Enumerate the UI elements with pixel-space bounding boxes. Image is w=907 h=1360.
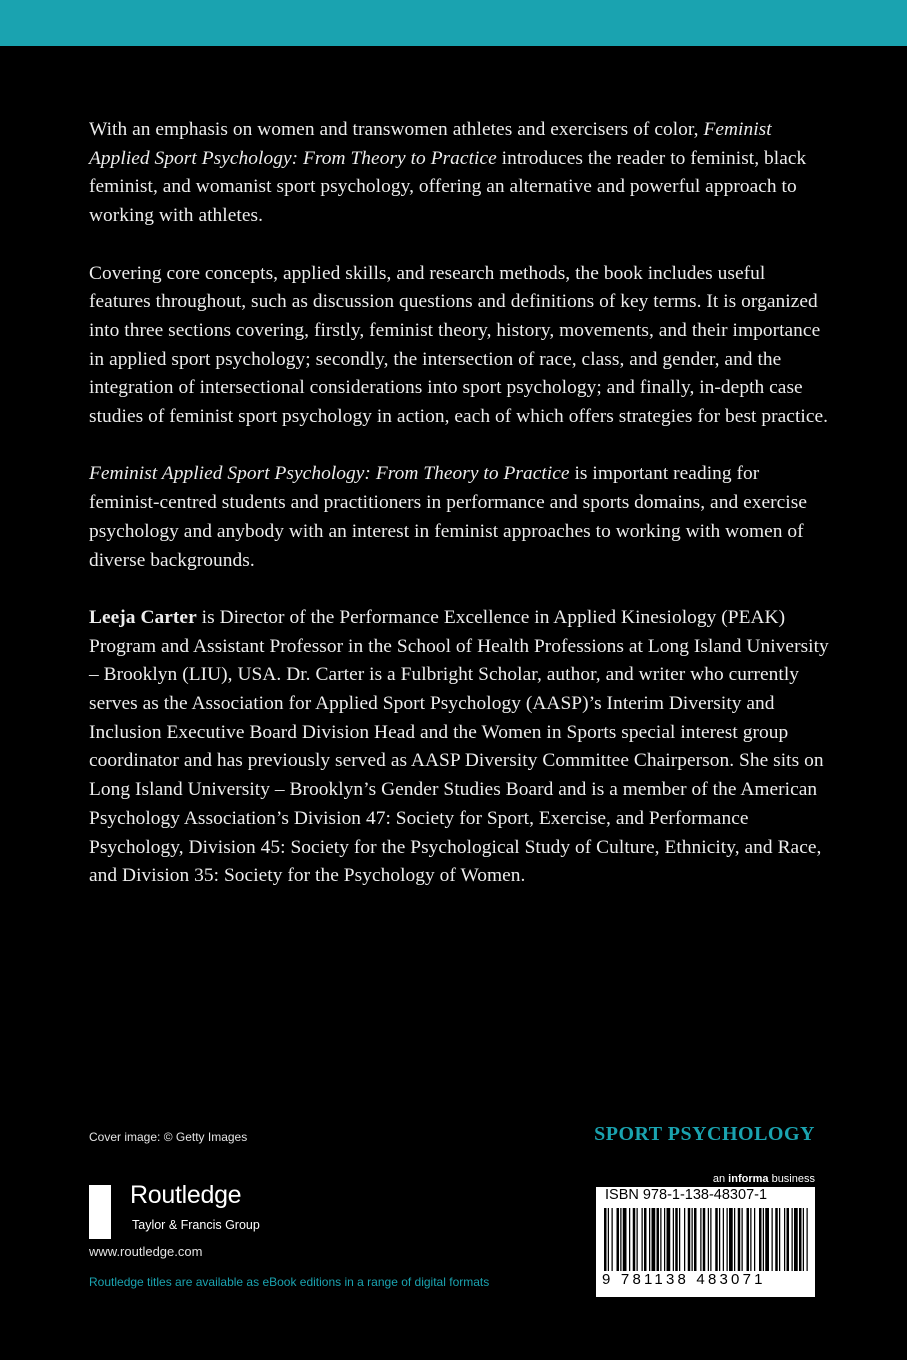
barcode-bar [642, 1208, 643, 1280]
barcode-bar [608, 1208, 609, 1280]
blurb-p1-lead: With an emphasis on women and transwomen athletes and exercisers of color, [89, 119, 699, 140]
author-bio-paragraph [89, 604, 829, 891]
subject-category: SPORT PSYCHOLOGY [594, 1123, 815, 1145]
barcode-bar [675, 1208, 678, 1280]
barcode-bar [747, 1208, 750, 1280]
barcode-bar [799, 1208, 802, 1280]
barcode-bar [679, 1208, 680, 1280]
author-name: Leeja Carter [89, 606, 197, 628]
ebook-note: Routledge titles are available as eBook editions in a range of digital formats [89, 1275, 490, 1289]
isbn-barcode [596, 1187, 815, 1297]
routledge-logo-icon [89, 1174, 120, 1239]
barcode-bar [765, 1208, 769, 1280]
barcode-bar [617, 1208, 620, 1280]
informa-suffix: business [768, 1173, 815, 1185]
barcode-bar [763, 1208, 764, 1280]
blurb-p3-rest: is important reading for feminist-centred students and practitioners in performance and sports domains, and exercise psychology and anybody with an interest in feminist approaches to working with women of diverse backgrounds. [89, 463, 807, 571]
barcode-bar [664, 1208, 665, 1280]
barcode-bar [807, 1208, 808, 1280]
author-bio: is Director of the Performance Excellence in Applied Kinesiology (PEAK) Program and Assistant Professor in the School of Health Professions at Long Island University – Brooklyn (LIU), USA. Dr. Carter is a Fulbright Scholar, author, and writer who currently serves as the Association for Applied Sport Psychology (AASP)’s Interim Diversity and Inclusion Executive Board Division Head and the Women in Sports special interest group coordinator and has previously served as AASP Diversity Committee Chairperson. She sits on Long Island University – Brooklyn’s Gender Studies Board and is a member of the American Psychology Association’s Division 47: Society for Sport, Exercise, and Performance Psychology, Division 45: Society for the Psychological Study of Culture, Ethnicity, and Race, and Division 35: Society for the Psychology of Women. [89, 606, 829, 887]
barcode-bar [727, 1208, 728, 1280]
barcode-bar [750, 1208, 751, 1280]
barcode-bar [633, 1208, 636, 1280]
back-cover-blurb [89, 116, 829, 920]
barcode-bar [623, 1208, 627, 1280]
barcode-bar [660, 1208, 661, 1280]
book-title-italic: Feminist Applied Sport Psychology: From Theory to Practice [89, 463, 570, 485]
publisher-group: Taylor & Francis Group [132, 1218, 260, 1232]
barcode-bar [759, 1208, 762, 1280]
book-title-italic: Feminist Applied Sport Psychology: From Theory to Practice [89, 119, 772, 169]
barcode-bar [703, 1208, 706, 1280]
barcode-bar [723, 1208, 724, 1280]
barcode-bar [688, 1208, 691, 1280]
barcode-bar [649, 1208, 650, 1280]
barcode-digits: 9 781138 483071 [602, 1271, 810, 1288]
barcode-bar [644, 1208, 647, 1280]
barcode-bar [694, 1208, 697, 1280]
blurb-paragraph-1 [89, 116, 829, 231]
blurb-paragraph-2: Covering core concepts, applied skills, and research methods, the book includes useful features throughout, such as discussion questions and definitions of key terms. It is organized into three sections covering, firstly, feminist theory, history, movements, and their importance in applied sport psychology; secondly, the intersection of race, class, and gender, and the integration of intersectional considerations into sport psychology; and finally, in-depth case studies of feminist sport psychology in action, each of which offers strategies for best practice. [89, 262, 829, 428]
barcode-bar [784, 1208, 785, 1280]
barcode-bars [604, 1208, 809, 1280]
barcode-bar [667, 1208, 671, 1280]
blurb-paragraph-3 [89, 460, 829, 575]
routledge-logo-text: ROUTLEDGE [110, 1174, 120, 1236]
barcode-bar [684, 1208, 685, 1280]
informa-tagline [713, 1173, 815, 1185]
barcode-bar [754, 1208, 755, 1280]
barcode-bar [775, 1208, 778, 1280]
barcode-bar [657, 1208, 660, 1280]
barcode-bar [794, 1208, 798, 1280]
barcode-bar [792, 1208, 793, 1280]
barcode-bar [803, 1208, 804, 1280]
barcode-bar [742, 1208, 743, 1280]
barcode-bar [729, 1208, 733, 1280]
barcode-bar [692, 1208, 693, 1280]
blurb-p1-rest: introduces the reader to feminist, black feminist, and womanist sport psychology, offering an alternative and powerful approach to working with athletes. [89, 147, 807, 227]
isbn-number: ISBN 978-1-138-48307-1 [605, 1187, 768, 1203]
publisher-logo-block [89, 1174, 319, 1239]
barcode-bar [734, 1208, 735, 1280]
publisher-name: Routledge [130, 1181, 242, 1209]
informa-brand: informa [728, 1173, 769, 1185]
barcode-bar [772, 1208, 773, 1280]
barcode-bar [673, 1208, 674, 1280]
barcode-bar [779, 1208, 780, 1280]
barcode-bar [710, 1208, 711, 1280]
informa-prefix: an [712, 1173, 729, 1185]
publisher-website: www.routledge.com [89, 1244, 203, 1259]
barcode-bar [620, 1208, 621, 1280]
barcode-bar [629, 1208, 630, 1280]
barcode-bar [637, 1208, 638, 1280]
barcode-bar [652, 1208, 656, 1280]
barcode-bar [715, 1208, 718, 1280]
barcode-bar [738, 1208, 741, 1280]
barcode-bar [708, 1208, 709, 1280]
barcode-bar [604, 1208, 607, 1280]
top-color-band [0, 0, 907, 46]
barcode-bar [787, 1208, 790, 1280]
cover-image-credit: Cover image: © Getty Images [89, 1130, 248, 1144]
barcode-bar [719, 1208, 720, 1280]
barcode-bar [612, 1208, 613, 1280]
barcode-bar [700, 1208, 701, 1280]
